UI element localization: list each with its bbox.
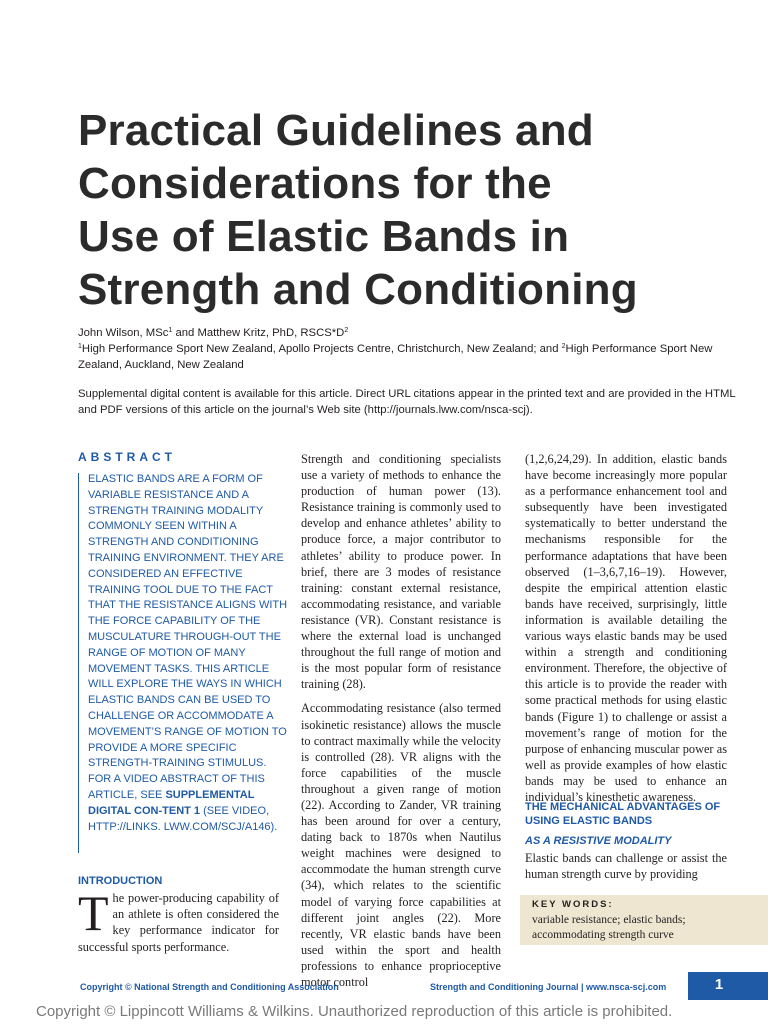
paragraph: Strength and conditioning specialists use a variety of methods to enhance the production of human power (13). Resistance training is commonly used to develop and enhance athletes’ ability to produce force, a major contributor to athletes’ ability to produce power. In brief, there are 3 modes of resistance training: constant external resistance, accommodating resistance, and variable resistance (VR). Constant resistance is where the external load is unchanged throughout the full range of motion and is the most popular form of resistance training (28). [301, 452, 501, 692]
paragraph: (1,2,6,24,29). In addition, elastic bands have become increasingly more popular as a performance enhancement tool and subsequently have been investigated systematically to better understand the mechanisms responsible for the performance adaptations that have been observed (1–3,6,7,16–19). However, despite the empirical attention elastic bands have received, surprisingly, little information is available detailing the various ways elastic bands may be used within a strength and conditioning environment. Therefore, the objective of this article is to provide the reader with some practical methods for using elastic bands (Figure 1) to challenge or assist a movement’s range of motion for the purpose of enhancing muscular power as well as provide examples of how elastic bands may be used to enhance an individual’s kinesthetic awareness. [525, 452, 727, 804]
paragraph: Accommodating resistance (also termed isokinetic resistance) allows the muscle to contract maximally while the velocity is controlled (28). VR aligns with the force capabilities of the muscle throughout a given range of motion (22). According to Zander, VR training has been around for over a century, dating back to 1870s when Nautilus weight machines were designed to accommodate the human strength curve (34), which relates to the scientific model of varying force capabilities at different joint angles (22). More recently, VR elastic bands have been used within the sport and health professions to enhance proprioceptive motor control [301, 701, 501, 989]
title-line: Practical Guidelines and [78, 106, 594, 155]
section-heading: THE MECHANICAL ADVANTAGES OF USING ELASTIC BANDS [525, 801, 721, 827]
title-line: Strength and Conditioning [78, 265, 638, 314]
subsection-heading: AS A RESISTIVE MODALITY [525, 835, 672, 847]
title-line: Considerations for the [78, 159, 552, 208]
abstract-heading: ABSTRACT [78, 450, 176, 464]
supplemental-note: Supplemental digital content is available for this article. Direct URL citations appear in the printed text and are provided in the HTML and PDF versions of this article on the journal’s Web site (http://journals.lww.com/nsca-scj). [78, 388, 736, 416]
author-affiliations: $^1$High Performance Sport New Zealand, Apollo Projects Centre, Christchurch, New Zealand; and $^2$High Performance Sport New Zealand, Auckland, New Zealand [78, 343, 713, 371]
paragraph: Elastic bands can challenge or assist the human strength curve by providing [525, 851, 727, 882]
copyright-notice: Copyright © Lippincott Williams & Wilkins. Unauthorized reproduction of this article is prohibited. [36, 1003, 673, 1020]
keywords-list: variable resistance; elastic bands; accommodating strength curve [532, 914, 686, 941]
page-number: 1 [714, 976, 724, 993]
supplemental-link[interactable]: SUPPLEMENTAL DIGITAL CON-TENT 1 [88, 788, 255, 817]
introduction-text: The power-producing capability of an athlete is often considered the key performance indicator for successful sports performance. [78, 885, 279, 954]
footer-association: Copyright © National Strength and Conditioning Association [80, 982, 339, 992]
author-block [78, 325, 738, 373]
author-names: John Wilson, MSc$^1$ and Matthew Kritz, PhD, $RSCS*D^2$ [78, 327, 349, 339]
abstract-text: ELASTIC BANDS ARE A FORM OF VARIABLE RESISTANCE AND A STRENGTH TRAINING MODALITY COMMONLY SEEN WITHIN A STRENGTH AND CONDITIONING TRAINING ENVIRONMENT. THEY ARE CONSIDERED AN EFFECTIVE TRAINING TOOL DUE TO THE FACT THAT THE RESISTANCE ALIGNS WITH THE FORCE CAPABILITY OF THE MUSCULATURE THROUGH-OUT THE RANGE OF MOTION OF MANY MOVEMENT TASKS. THIS ARTICLE WILL EXPLORE THE WAYS IN WHICH ELASTIC BANDS CAN BE USED TO CHALLENGE OR ACCOMMODATE A MOVEMENT’S RANGE OF MOTION TO PROVIDE A MORE SPECIFIC STRENGTH-TRAINING STIMULUS. FOR A VIDEO ABSTRACT OF THIS ARTICLE, SEE SUPPLEMENTAL DIGITAL CON-TENT 1 (SEE VIDEO, HTTP://LINKS. LWW.COM/SCJ/A146). [88, 473, 288, 833]
keywords-box [520, 895, 768, 945]
introduction-heading: INTRODUCTION [78, 875, 163, 887]
page-number-tab [688, 972, 768, 1000]
keywords-label: KEY WORDS: [532, 899, 614, 910]
body-column-2 [301, 451, 501, 998]
body-column-3 [525, 451, 727, 805]
footer-journal: Strength and Conditioning Journal | www.nsca-scj.com [430, 982, 667, 992]
article-title [78, 104, 758, 316]
title-line: Use of Elastic Bands in [78, 212, 570, 261]
drop-cap: T [78, 885, 109, 941]
